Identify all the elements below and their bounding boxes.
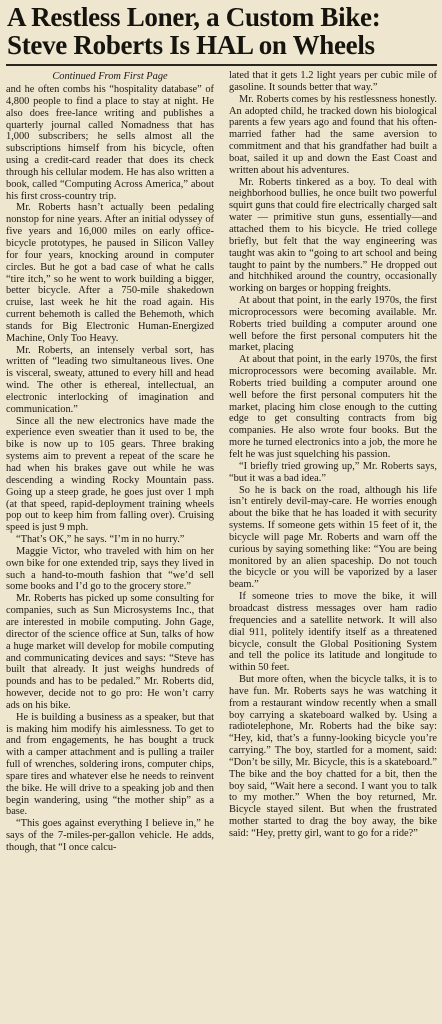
paragraph: lated that it gets 1.2 light years per cubic mile of gasoline. It sounds better that way.” [229,70,437,93]
paragraph: “I briefly tried growing up,” Mr. Roberts says, “but it was a bad idea.” [229,460,437,484]
paragraph: Mr. Roberts tinkered as a boy. To deal with neighborhood bullies, he once built two powerful squirt guns that could fire electrically charged salt water — primitive stun guns, essentially—and attached them to his bicycle. He tried college briefly, but felt that the way engineering was taught was akin to “going to art school and being taught to paint by the numbers.” He dropped out and hitchhiked around the country, occasionally working on barges or hopping freights. [229,176,437,295]
paragraph: Mr. Roberts comes by his restlessness honestly. An adopted child, he tracked down his biological parents a few years ago and found that his often-married father had the same aversion to commitment and that his grandfather had built a boat, sailed it up and down the East Coast and written about his adventures. [229,93,437,176]
headline-rule [6,64,437,66]
paragraph: “That’s OK,” he says. “I’m in no hurry.” [16,534,185,546]
paragraph: At about that point, in the early 1970s, the first microprocessors were becoming available. Mr. Roberts tried building a computer around one well before the first personal computers hit the market, placing him close enough to the cutting edge to get consulting contracts from big companies. He also wrote four books. But the more he turned electronics into a job, the more he felt he was just squelching his passion. [229,354,437,460]
continued-note: Continued From First Page [52,71,168,82]
paragraph: So he is back on the road, although his life isn’t entirely devil-may-care. He worries enough about the bike that he has loaded it with security systems. If someone gets within 15 feet of it, the bicycle will page Mr. Roberts and warn off the curious by saying something like: “You are being monitored by an alien spaceship. Do not touch the bicycle or you will be vaporized by a laser beam.” [229,484,437,591]
paragraph: Mr. Roberts hasn’t actually been pedaling nonstop for nine years. After an initial odyssey of five years and 16,000 miles on early office-bicycle prototypes, he paused in Silicon Valley for four years, knocking around in computer circles. But he got a bad case of what he calls “tire itch,” so he went to work building a bigger, better bicycle. After a 750-mile shakedown cruise, last week he hit the road again. His current behemoth is called the Behemoth, which stands for Big Electronic Human-Energized Machine, Only Too Heavy. [6,202,214,344]
paragraph: and he often combs his “hospitality database” of 4,800 people to find a place to stay at night. He also does free-lance writing and publishes a quarterly journal called Nomadness that has 1,000 subscribers; he sells almost all the subscriptions himself from his bicycle, often using a credit-card reader that does its check through his cellular modem. He has also written a book, called “Computing Across America,” about his first cross-country trip. [6,84,214,202]
paragraph: At about that point, in the early 1970s, the first microprocessors were becoming available. Mr. Roberts tried building a computer around one well before the first personal computers hit the market, placing [229,295,437,354]
paragraph: But more often, when the bicycle talks, it is to have fun. Mr. Roberts says he was watching it from a restaurant window recently when a small boy carrying a skateboard walked by. Using a radiotelephone, Mr. Roberts had the bike say: “Hey, kid, that’s a funny-looking bicycle you’re carrying.” The boy, startled for a moment, said: “Don’t be silly, Mr. Bicycle, this is a skateboard.” The bike and the boy chatted for a bit, then the boy said, “Wait here a second. I want you to talk to my mother.” When the boy returned, Mr. Bicycle stayed silent. But when the frustrated mother started to drag the boy away, the bike said: “Hey, pretty girl, want to go for a ride?” [229,674,437,839]
paragraph: Mr. Roberts has picked up some consulting for companies, such as Sun Microsystems Inc., that are interested in mobile computing. John Gage, director of the science office at Sun, talks of how a huge market will develop for mobile computing and communicating devices and says: “Steve has built that already. It just weighs hundreds of pounds and has to be pedaled.” Mr. Roberts did, however, decide not to go pro: He won’t carry ads on his bike. [6,593,214,711]
headline-line-1: A Restless Loner, a Custom Bike: [7,2,381,32]
paragraph: “This goes against everything I believe in,” he says of the 7-miles-per-gallon vehicle. He adds, though, that “I once calcu- [6,818,214,853]
paragraph: Mr. Roberts, an intensely verbal sort, has written of “leading two simultaneous lives. One is visceral, sweaty, attuned to every hill and head wind. The other is ethereal, intellectual, an electronic interlocking of imagination and communication.” [6,344,214,415]
paragraph: He is building a business as a speaker, but that is making him modify his aimlessness. To get to and from engagements, he has bought a truck with a camper attachment and is pulling a trailer full of wrenches, soldering irons, computer chips, spare tires and whatever else he needs to reinvent the bike. He will drive to a speaking job and then begin wandering, using “the mother ship” as a base. [6,711,214,818]
right-column [229,70,437,998]
article-columns [6,70,437,998]
paragraph: If someone tries to move the bike, it will broadcast distress messages over ham radio frequencies and a satellite network. It will also dial 911, politely identify itself as a threatened bicycle, consult the Global Positioning System and tell the police its latitude and longitude to within 50 feet. [229,591,437,674]
headline [6,3,437,59]
paragraph: Since all the new electronics have made the experience even sweatier than it used to be, the bike is now up to 105 gears. Three braking systems aim to prevent a repeat of the scare he had when his brakes gave out while he was descending a winding Rocky Mountain pass. Going up a steep grade, he goes just over 1 mph (at that speed, rapid-deployment training wheels pop out to keep him from falling over). Cruising speed is just 9 mph. [6,415,214,534]
left-column [6,70,214,998]
headline-line-2: Steve Roberts Is HAL on Wheels [7,30,375,60]
paragraph: Maggie Victor, who traveled with him on her own bike for one extended trip, says they lived in such a hand-to-mouth fashion that “we’d sell some books and I’d go to the grocery store.” [6,545,214,593]
